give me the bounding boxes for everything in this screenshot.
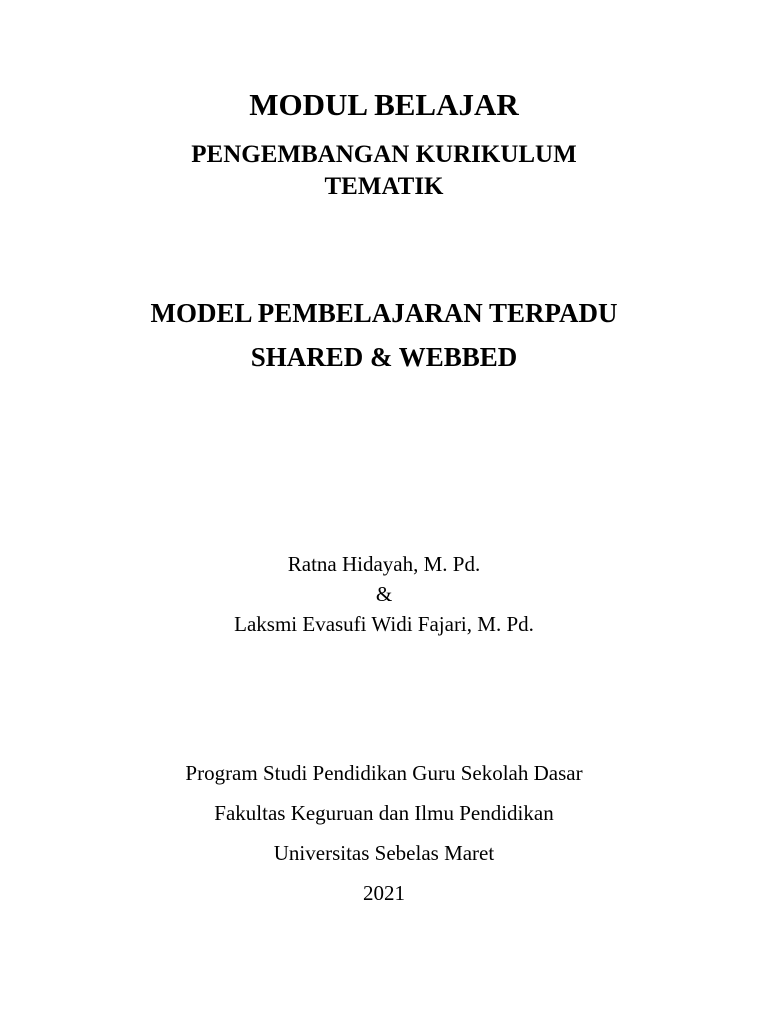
model-title-line-1: MODEL PEMBELAJARAN TERPADU bbox=[150, 298, 618, 328]
cover-subtitle-line-2: TEMATIK bbox=[324, 173, 444, 200]
university-name: Universitas Sebelas Maret bbox=[273, 841, 495, 865]
faculty-name: Fakultas Keguruan dan Ilmu Pendidikan bbox=[214, 801, 554, 825]
model-title-line-2: SHARED & WEBBED bbox=[250, 342, 518, 372]
author-1-name: Ratna Hidayah, M. Pd. bbox=[287, 552, 481, 576]
cover-subtitle-line-1: PENGEMBANGAN KURIKULUM bbox=[191, 141, 577, 168]
author-2-name: Laksmi Evasufi Widi Fajari, M. Pd. bbox=[234, 612, 534, 636]
author-separator: & bbox=[375, 582, 393, 606]
publication-year: 2021 bbox=[363, 881, 405, 905]
cover-title: MODUL BELAJAR bbox=[249, 87, 519, 122]
study-program: Program Studi Pendidikan Guru Sekolah Dasar bbox=[185, 761, 583, 785]
